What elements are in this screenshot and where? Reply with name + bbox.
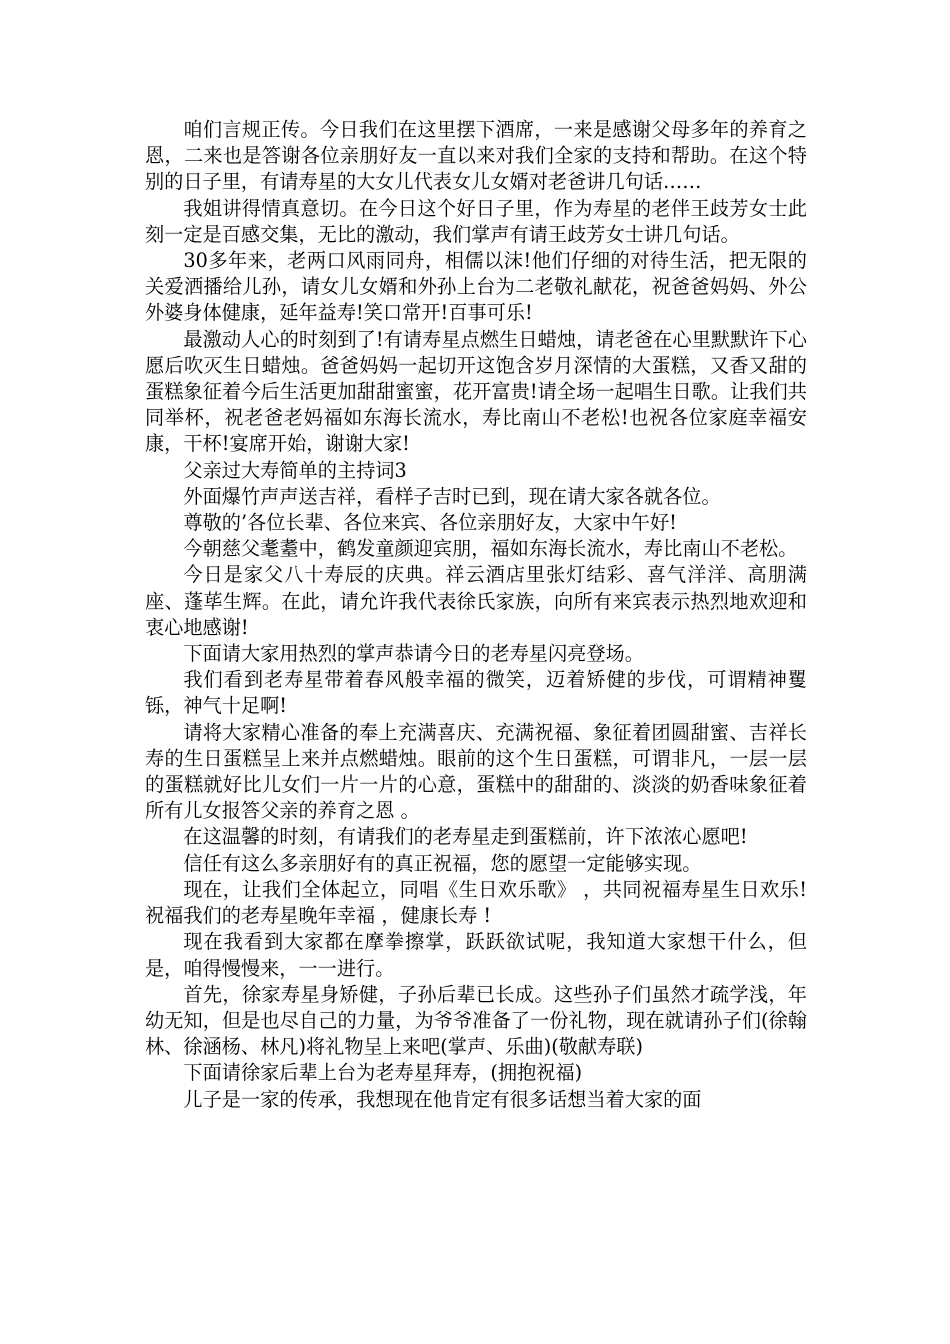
paragraph-eager: 现在我看到大家都在摩拳擦掌，跃跃欲试呢，我知道大家想干什么，但是，咱得慢慢来，一一进行。 [145,930,807,980]
paragraph-birthday-bow: 下面请徐家后辈上台为老寿星拜寿，(拥抱祝福) [183,1061,583,1085]
paragraph-cake: 请将大家精心准备的奉上充满喜庆、充满祝福、象征着团圆甜蜜、吉祥长寿的生日蛋糕呈上来并点燃蜡烛。眼前的这个生日蛋糕，可谓非凡，一层一层的蛋糕就好比儿女们一片一片的心意，蛋糕中的甜甜的、淡淡的奶香味象征着所有儿女报答父亲的养育之恩 。 [145,720,807,823]
section-heading: 父亲过大寿简单的主持词3 [183,458,407,482]
paragraph-verse: 今朝慈父耄耋中，鹤发童颜迎宾朋，福如东海长流水，寿比南山不老松。 [183,537,798,561]
document-body [145,117,807,1113]
paragraph-opening: 咱们言规正传。今日我们在这里摆下酒席，一来是感谢父母多年的养育之恩，二来也是答谢各位亲朋好友一直以来对我们全家的支持和帮助。在这个特别的日子里，有请寿星的大女儿代表女儿女婿对老爸讲几句话…… [145,118,807,194]
paragraph-candles: 最激动人心的时刻到了!有请寿星点燃生日蜡烛，请老爸在心里默默许下心愿后吹灭生日蜡烛。爸爸妈妈一起切开这饱含岁月深情的大蛋糕，又香又甜的蛋糕象征着今后生活更加甜甜蜜蜜，花开富贵!请全场一起唱生日歌。让我们共同举杯，祝老爸老妈福如东海长流水，寿比南山不老松!也祝各位家庭幸福安康，干杯!宴席开始，谢谢大家! [145,327,807,456]
paragraph-greeting: 尊敬的’各位长辈、各位来宾、各位亲朋好友，大家中午好! [183,511,677,535]
paragraph-firecrackers: 外面爆竹声声送吉祥，看样子吉时已到，现在请大家各就各位。 [183,484,721,508]
paragraph-gifts: 首先，徐家寿星身矫健，子孙后辈已长成。这些孙子们虽然才疏学浅，年幼无知，但是也尽自己的力量，为爷爷准备了一份礼物，现在就请孙子们(徐翰林、徐涵杨、林凡)将礼物呈上来吧(掌声、乐曲)(敬献寿联) [145,982,807,1059]
paragraph-flowers: 30多年来，老两口风雨同舟，相儒以沫!他们仔细的对待生活，把无限的关爱洒播给儿孙，请女儿女婿和外孙上台为二老敬礼献花，祝爸爸妈妈、外公外婆身体健康，延年益寿!笑口常开!百事可乐! [145,249,807,325]
paragraph-trust: 信任有这么多亲朋好有的真正祝福，您的愿望一定能够实现。 [183,851,702,875]
paragraph-son: 儿子是一家的传承，我想现在他肯定有很多话想当着大家的面 [183,1087,702,1111]
paragraph-song: 现在，让我们全体起立，同唱《生日欢乐歌》 ，共同祝福寿星生日欢乐!祝福我们的老寿星晚年幸福 ，健康长寿 ! [145,877,807,928]
paragraph-entrance: 下面请大家用热烈的掌声恭请今日的老寿星闪亮登场。 [183,642,644,666]
paragraph-celebration: 今日是家父八十寿辰的庆典。祥云酒店里张灯结彩、喜气洋洋、高朋满座、蓬荜生辉。在此，请允许我代表徐氏家族，向所有来宾表示热烈地欢迎和衷心地感谢! [145,563,807,639]
paragraph-wish: 在这温馨的时刻，有请我们的老寿星走到蛋糕前，许下浓浓心愿吧! [183,825,748,849]
paragraph-wife-speech: 我姐讲得情真意切。在今日这个好日子里，作为寿星的老伴王歧芳女士此刻一定是百感交集，无比的激动，我们掌声有请王歧芳女士讲几句话。 [145,196,807,246]
paragraph-smile: 我们看到老寿星带着春风般幸福的微笑，迈着矫健的步伐，可谓精神矍铄，神气十足啊! [145,668,807,718]
